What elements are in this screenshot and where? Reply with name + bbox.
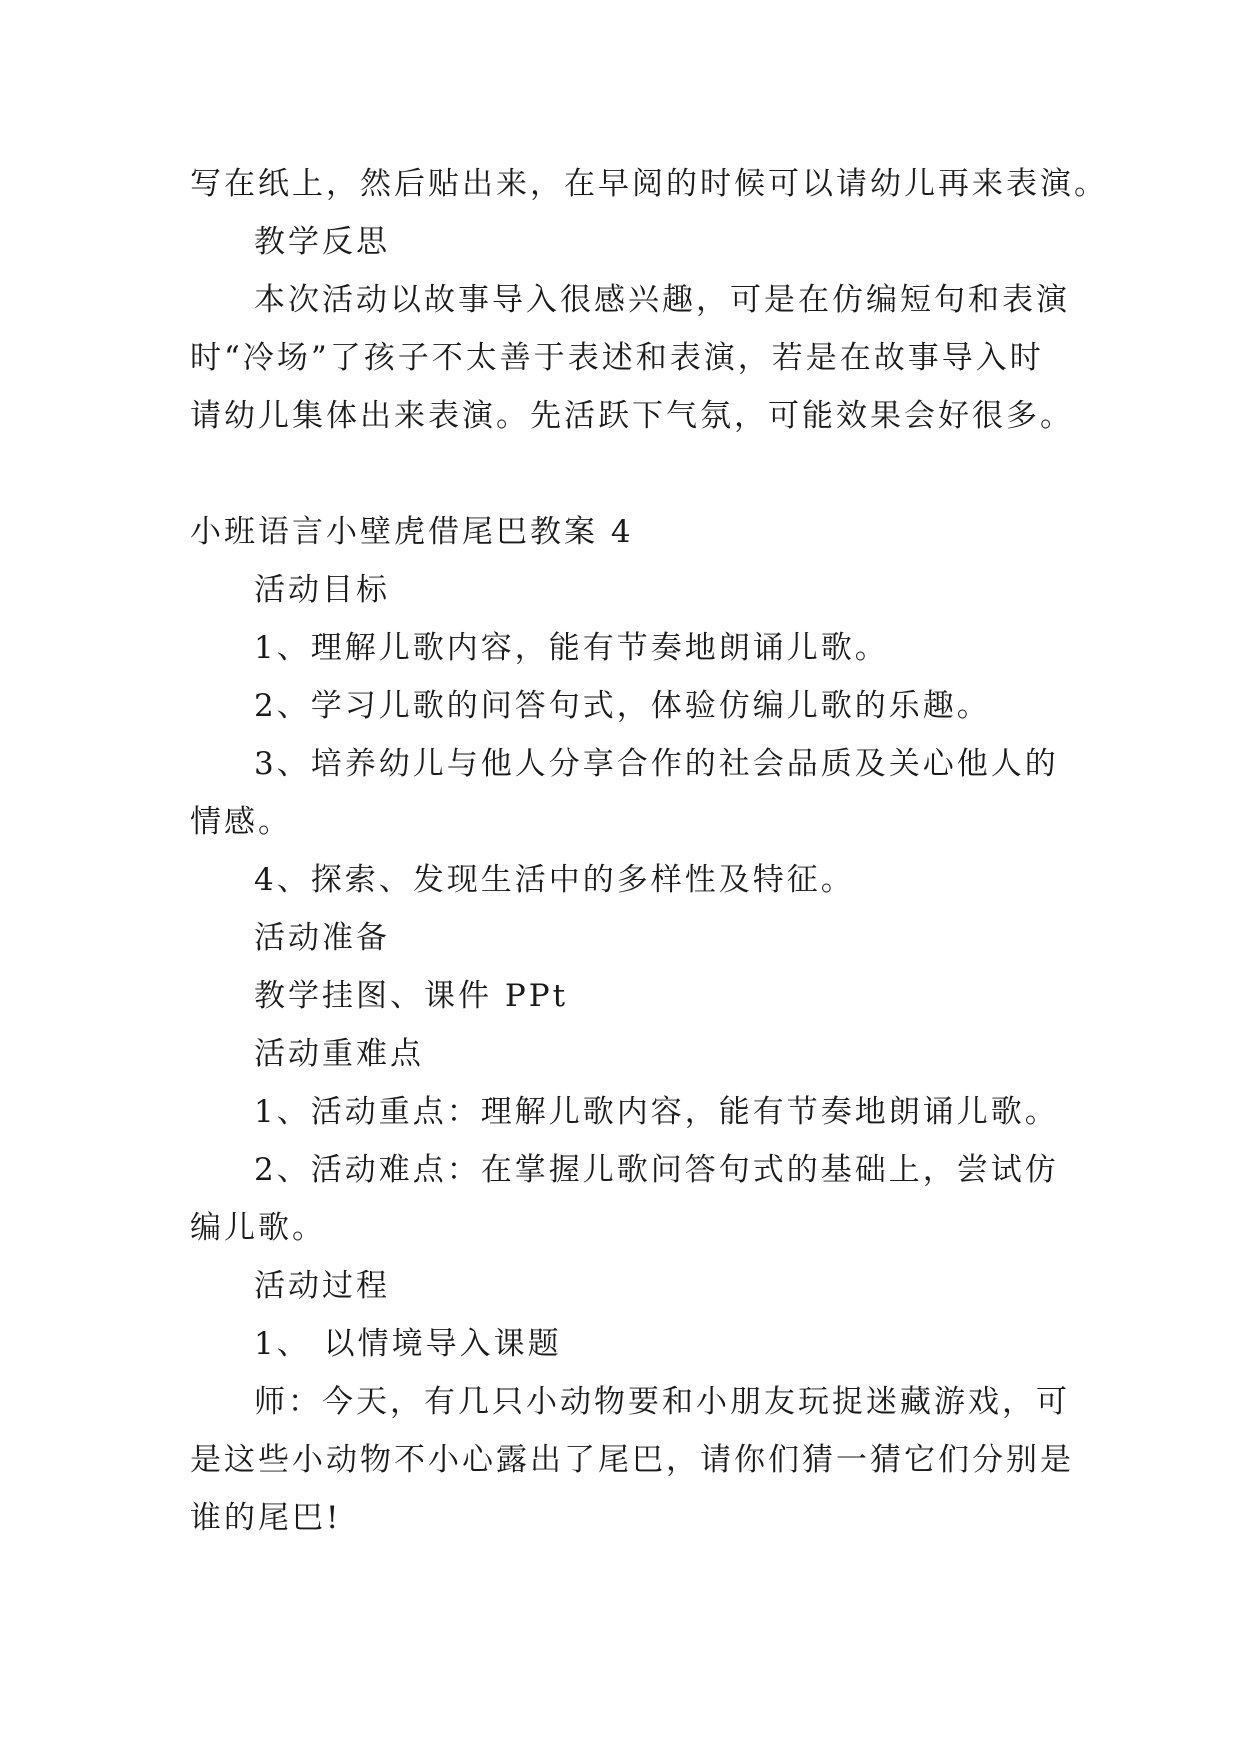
list-item-continuation: 情感。 <box>190 804 292 840</box>
section-heading-goals: 活动目标 <box>254 572 390 608</box>
paragraph-line: 谁的尾巴! <box>190 1500 342 1536</box>
list-item: 4、探索、发现生活中的多样性及特征。 <box>254 862 855 898</box>
list-item-continuation: 编儿歌。 <box>190 1210 326 1246</box>
paragraph-line: 师：今天，有几只小动物要和小朋友玩捉迷藏游戏，可 <box>254 1384 1070 1420</box>
paragraph-line: 时“冷场”了孩子不太善于表述和表演，若是在故事导入时 <box>190 340 1044 376</box>
paragraph-continuation: 写在纸上，然后贴出来，在早阅的时候可以请幼儿再来表演。 <box>190 166 1108 202</box>
paragraph-line: 本次活动以故事导入很感兴趣，可是在仿编短句和表演 <box>254 282 1070 318</box>
section-heading-preparation: 活动准备 <box>254 920 390 956</box>
list-item: 2、学习儿歌的问答句式，体验仿编儿歌的乐趣。 <box>254 688 991 724</box>
list-item: 3、培养幼儿与他人分享合作的社会品质及关心他人的 <box>254 746 1059 782</box>
list-item: 1、 以情境导入课题 <box>254 1326 562 1362</box>
list-item: 1、理解儿歌内容，能有节奏地朗诵儿歌。 <box>254 630 889 666</box>
section-heading-key-points: 活动重难点 <box>254 1036 424 1072</box>
list-item: 2、活动难点：在掌握儿歌问答句式的基础上，尝试仿 <box>254 1152 1059 1188</box>
section-heading-process: 活动过程 <box>254 1268 390 1304</box>
paragraph-line: 请幼儿集体出来表演。先活跃下气氛，可能效果会好很多。 <box>190 398 1074 434</box>
paragraph-line: 教学挂图、课件 PPt <box>254 978 569 1014</box>
section-heading-reflection: 教学反思 <box>254 224 390 260</box>
list-item: 1、活动重点：理解儿歌内容，能有节奏地朗诵儿歌。 <box>254 1094 1059 1130</box>
document-title: 小班语言小壁虎借尾巴教案 4 <box>190 514 634 550</box>
paragraph-line: 是这些小动物不小心露出了尾巴，请你们猜一猜它们分别是 <box>190 1442 1074 1478</box>
